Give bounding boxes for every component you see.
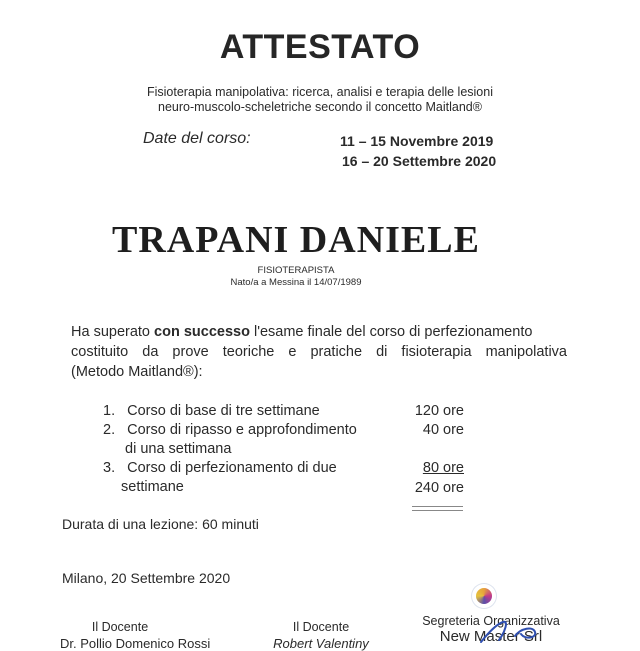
signature-role: Segreteria Organizzativa (422, 614, 560, 628)
lesson-duration: Durata di una lezione: 60 minuti (62, 516, 259, 532)
course-hours: 120 ore (414, 403, 464, 419)
recipient-profession: FISIOTERAPISTA (257, 265, 335, 276)
signature-block (266, 620, 376, 651)
total-double-rule (412, 506, 463, 511)
course-item (103, 421, 357, 459)
body-text: l'esame finale del corso di perfezionamento (249, 324, 533, 340)
signature-role: Il Docente (292, 620, 350, 634)
course-label-cont: settimane (121, 479, 184, 495)
body-line-3: (Metodo Maitland®): (71, 364, 203, 380)
subtitle-line: Fisioterapia manipolativa: ricerca, analisi e terapia delle lesioni (146, 85, 493, 99)
course-date: 16 – 20 Settembre 2020 (342, 153, 497, 169)
document-title: ATTESTATO (219, 28, 421, 66)
body-line-2: costituito da prove teoriche e pratiche di fisioterapia manipolativa (71, 344, 567, 360)
signature-name: Dr. Pollio Domenico Rossi (60, 636, 211, 651)
course-subtitle (0, 85, 640, 115)
course-label: Corso di base di tre settimane (127, 403, 320, 419)
course-label-cont: di una settimana (125, 441, 232, 457)
course-label: Corso di perfezionamento di due (127, 460, 337, 476)
handwritten-signature-icon (475, 618, 545, 644)
course-label: Corso di ripasso e approfondimento (127, 422, 357, 438)
place-date: Milano, 20 Settembre 2020 (62, 570, 231, 586)
body-line-1 (71, 322, 567, 342)
signature-role: Il Docente (91, 620, 149, 634)
signature-name: New Master Srl (439, 628, 543, 645)
body-emphasis: con successo (154, 324, 250, 340)
course-date: 11 – 15 Novembre 2019 (340, 133, 494, 149)
course-number: 1. (103, 403, 116, 419)
course-item (103, 459, 337, 497)
course-dates (340, 131, 496, 171)
course-hours: 80 ore (422, 460, 464, 476)
subtitle-line: neuro-muscolo-scheletriche secondo il concetto Maitland® (158, 100, 482, 114)
organization-logo-icon (476, 588, 492, 604)
dates-label: Date del corso: (143, 130, 251, 147)
course-item (103, 402, 320, 421)
recipient-name: TRAPANI DANIELE (112, 219, 480, 261)
recipient-details (0, 265, 592, 289)
course-hours: 40 ore (422, 422, 464, 438)
course-number: 3. (103, 460, 116, 476)
total-hours: 240 ore (414, 480, 464, 496)
signature-block (60, 620, 211, 651)
body-paragraph (71, 322, 567, 382)
body-text: Ha superato (71, 324, 155, 340)
signature-name: Robert Valentiny (273, 636, 369, 651)
course-number: 2. (103, 422, 116, 438)
recipient-birth: Nato/a a Messina il 14/07/1989 (230, 277, 362, 288)
